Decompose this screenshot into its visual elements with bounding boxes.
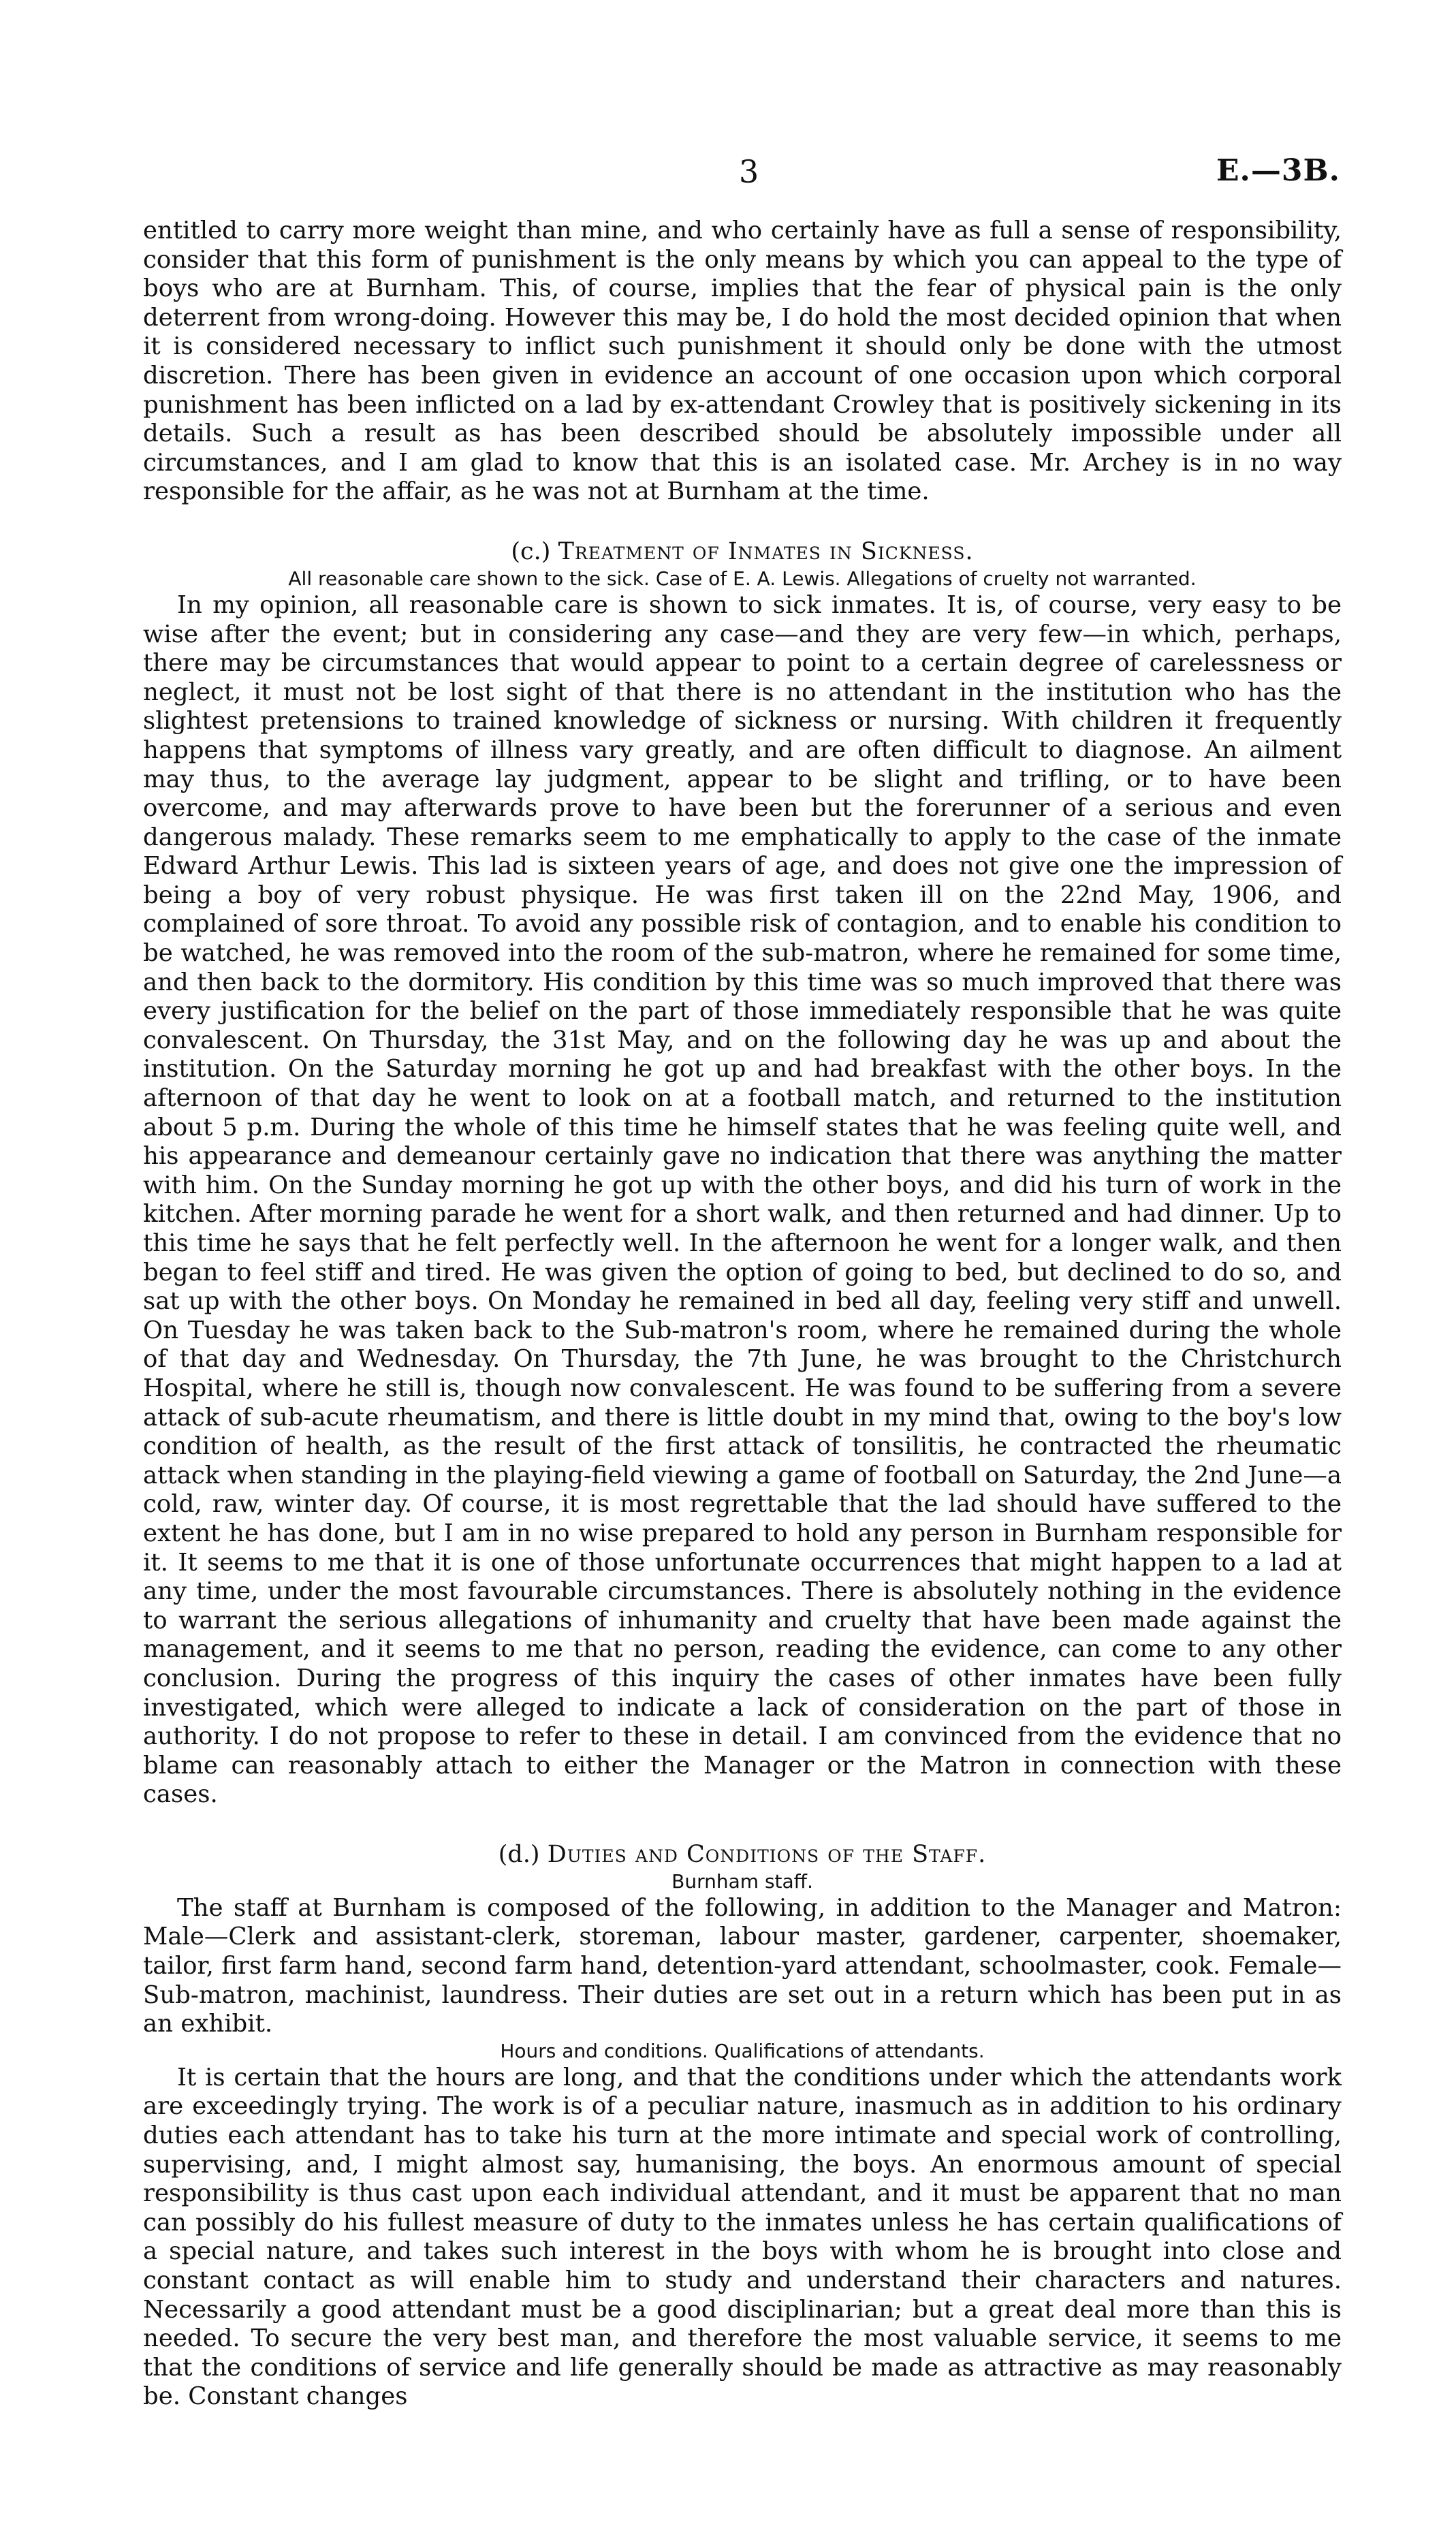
section-d-subheading-hours: Hours and conditions. Qualifications of attendants. [500,2039,985,2062]
section-c-title: Treatment of Inmates in Sickness. [558,537,974,565]
section-d-title: Duties and Conditions of the Staff. [547,1840,987,1868]
page-number: 3 [739,153,759,190]
section-c-label: (c.) [511,537,551,565]
section-heading-c [143,537,1342,567]
section-d-label: (d.) [498,1840,540,1868]
paragraph-staff: The staff at Burnham is composed of the following, in addition to the Manager and Matron: Male—Clerk and assistant-clerk, storeman, labour master, gardener, carpenter, shoemaker, tailor, first farm hand, second farm hand, detention-yard attendant, schoolmaster, cook. Female—Sub-matron, machinist, laundress. Their duties are set out in a return which has been put in as an exhibit. [143,1893,1342,2038]
section-heading-d [143,1840,1342,1869]
paragraph-punishment: entitled to carry more weight than mine, and who certainly have as full a sense of responsibility, consider that this form of punishment is the only means by which you can appeal to the type of boys who are at Burnham. This, of course, implies that the fear of physical pain is the only deterrent from wrong-doing. However this may be, I do hold the most decided opinion that when it is considered necessary to inflict such punishment it should only be done with the utmost discretion. There has been given in evidence an account of one occasion upon which corporal punishment has been inflicted on a lad by ex-attendant Crowley that is positively sickening in its details. Such a result as has been described should be absolutely impossible under all circumstances, and I am glad to know that this is an isolated case. Mr. Archey is in no way responsible for the affair, as he was not at Burnham at the time. [143,217,1342,506]
section-c-marginal-note: All reasonable care shown to the sick. Case of E. A. Lewis. Allegations of cruelty not warranted. [288,567,1197,590]
section-d-subheading-staff: Burnham staff. [671,1869,813,1893]
paragraph-sickness: In my opinion, all reasonable care is shown to sick inmates. It is, of course, very easy to be wise after the event; but in considering any case—and they are very few—in which, perhaps, there may be circumstances that would appear to point to a certain degree of carelessness or neglect, it must not be lost sight of that there is no attendant in the institution who has the slightest pretensions to trained knowledge of sickness or nursing. With children it frequently happens that symptoms of illness vary greatly, and are often difficult to diagnose. An ailment may thus, to the average lay judgment, appear to be slight and trifling, or to have been overcome, and may afterwards prove to have been but the forerunner of a serious and even dangerous malady. These remarks seem to me emphatically to apply to the case of the inmate Edward Arthur Lewis. This lad is sixteen years of age, and does not give one the impression of being a boy of very robust physique. He was first taken ill on the 22nd May, 1906, and complained of sore throat. To avoid any possible risk of contagion, and to enable his condition to be watched, he was removed into the room of the sub-matron, where he remained for some time, and then back to the dormitory. His condition by this time was so much improved that there was every justification for the belief on the part of those immediately responsible that he was quite convalescent. On Thursday, the 31st May, and on the following day he was up and about the institution. On the Saturday morning he got up and had breakfast with the other boys. In the afternoon of that day he went to look on at a football match, and returned to the institution about 5 p.m. During the whole of this time he himself states that he was feeling quite well, and his appearance and demeanour certainly gave no indication that there was anything the matter with him. On the Sunday morning he got up with the other boys, and did his turn of work in the kitchen. After morning parade he went for a short walk, and then returned and had dinner. Up to this time he says that he felt perfectly well. In the afternoon he went for a longer walk, and then began to feel stiff and tired. He was given the option of going to bed, but declined to do so, and sat up with the other boys. On Monday he remained in bed all day, feeling very stiff and unwell. On Tuesday he was taken back to the Sub-matron's room, where he remained during the whole of that day and Wednesday. On Thursday, the 7th June, he was brought to the Christchurch Hospital, where he still is, though now convalescent. He was found to be suffering from a severe attack of sub-acute rheumatism, and there is little doubt in my mind that, owing to the boy's low condition of health, as the result of the first attack of tonsilitis, he contracted the rheumatic attack when standing in the playing-field viewing a game of football on Saturday, the 2nd June—a cold, raw, winter day. Of course, it is most regrettable that the lad should have suffered to the extent he has done, but I am in no wise prepared to hold any person in Burnham responsible for it. It seems to me that it is one of those unfortunate occurrences that might happen to a lad at any time, under the most favourable circumstances. There is absolutely nothing in the evidence to warrant the serious allegations of inhumanity and cruelty that have been made against the management, and it seems to me that no person, reading the evidence, can come to any other conclusion. During the progress of this inquiry the cases of other inmates have been fully investigated, which were alleged to indicate a lack of consideration on the part of those in authority. I do not propose to refer to these in detail. I am convinced from the evidence that no blame can reasonably attach to either the Manager or the Matron in connection with these cases. [143,590,1342,1809]
document-body [143,217,1342,2412]
document-reference: E.—3B. [1216,153,1340,188]
paragraph-hours: It is certain that the hours are long, and that the conditions under which the attendants work are exceedingly trying. The work is of a peculiar nature, inasmuch as in addition to his ordinary duties each attendant has to take his turn at the more intimate and special work of controlling, supervising, and, I might almost say, humanising, the boys. An enormous amount of special responsibility is thus cast upon each individual attendant, and it must be apparent that no man can possibly do his fullest measure of duty to the inmates unless he has certain qualifications of a special nature, and takes such interest in the boys with whom he is brought into close and constant contact as will enable him to study and understand their characters and natures. Necessarily a good attendant must be a good disciplinarian; but a great deal more than this is needed. To secure the very best man, and therefore the most valuable service, it seems to me that the conditions of service and life generally should be made as attractive as may reasonably be. Constant changes [143,2063,1342,2411]
